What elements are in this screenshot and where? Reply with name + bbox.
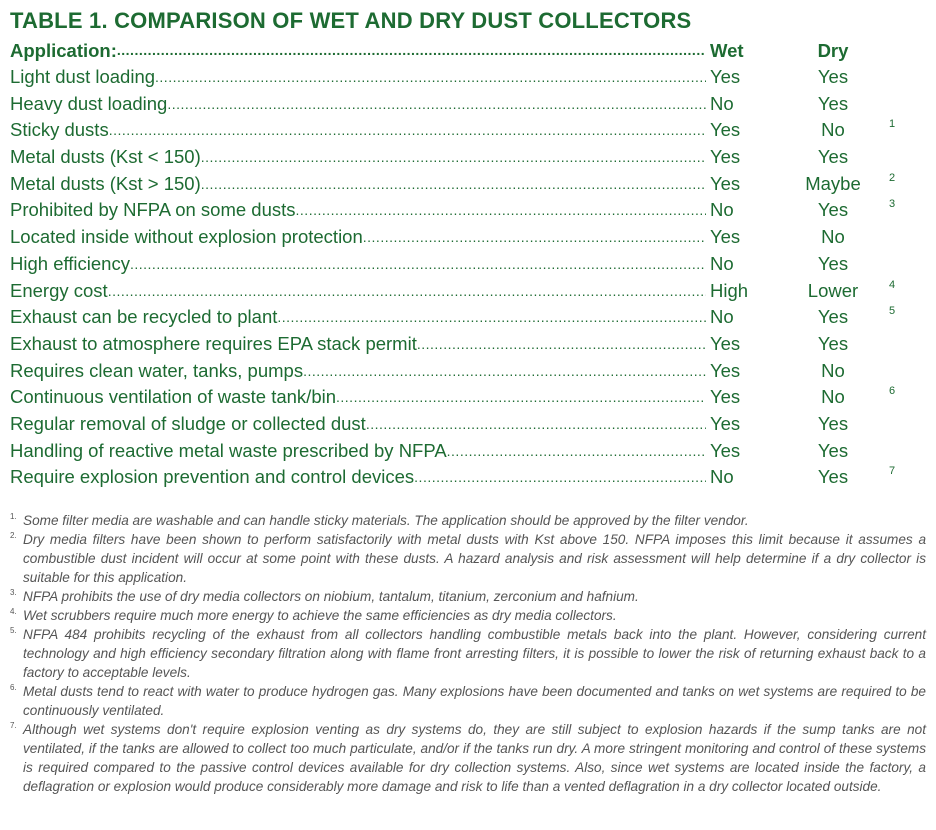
table-row — [10, 304, 930, 331]
wet-value: High — [710, 279, 749, 301]
header-application: Application: — [10, 40, 117, 61]
wet-value: Yes — [710, 359, 741, 381]
footnote-reference: 3 — [889, 198, 896, 211]
row-label: Regular removal of sludge or collected dust — [10, 412, 366, 434]
footnote-text: Some filter media are washable and can handle sticky materials. The application should be approved by the filter vendor. — [23, 513, 749, 528]
footnote-text: Dry media filters have been shown to perform satisfactorily with metal dusts with Kst above 150. NFPA imposes this limit because it assumes a combustible dust incident will occur at some point with these dusts. A hazard analysis and risk assessment will help determine if a dry collector is suitable for this application. — [23, 532, 926, 585]
footnote-reference: 6 — [889, 385, 896, 398]
dot-leader — [336, 384, 706, 411]
footnote — [10, 530, 926, 587]
row-label: Heavy dust loading — [10, 92, 168, 114]
row-label: Metal dusts (Kst < 150) — [10, 146, 201, 168]
dot-leader — [414, 464, 706, 491]
dot-leader — [296, 197, 706, 224]
wet-value: No — [710, 466, 734, 488]
row-label: Require explosion prevention and control devices — [10, 466, 415, 488]
dot-leader — [108, 278, 706, 305]
row-label: Located inside without explosion protection — [10, 226, 363, 248]
footnote — [10, 511, 926, 530]
dry-value: Yes — [817, 146, 849, 168]
table-row — [10, 358, 930, 385]
footnote — [10, 606, 926, 625]
wet-value: No — [710, 252, 734, 274]
row-label: Sticky dusts — [10, 119, 109, 141]
footnote — [10, 625, 926, 682]
wet-value: Yes — [710, 412, 741, 434]
table-header-row — [10, 37, 930, 64]
table-row — [10, 117, 930, 144]
dot-leader — [109, 117, 706, 144]
wet-value: No — [710, 92, 734, 114]
footnote-number: 5. — [10, 626, 17, 635]
dot-leader — [130, 251, 706, 278]
wet-value: Yes — [710, 386, 741, 408]
dry-value: Lower — [807, 279, 859, 301]
dry-value: Yes — [817, 466, 849, 488]
table-row — [10, 464, 930, 491]
table-row — [10, 91, 930, 118]
dry-value: Maybe — [805, 172, 861, 194]
footnote-number: 7. — [10, 721, 17, 730]
row-label: Exhaust to atmosphere requires EPA stack permit — [10, 332, 417, 354]
dot-leader — [303, 358, 706, 385]
footnote-number: 1. — [10, 512, 17, 521]
dry-value: Yes — [817, 306, 849, 328]
table-row — [10, 224, 930, 251]
row-label: Light dust loading — [10, 66, 156, 87]
footnote-text: NFPA 484 prohibits recycling of the exhaust from all collectors handling combustible metals back into the plant. However, considering current technology and high efficiency secondary filtration along with flame front arresting filters, it is possible to lower the risk of returning exhaust back to a factory to acceptable levels. — [23, 627, 926, 680]
table-row — [10, 197, 930, 224]
dot-leader — [366, 411, 706, 438]
wet-value: Yes — [710, 332, 741, 354]
comparison-table — [10, 37, 930, 491]
row-label: Continuous ventilation of waste tank/bin — [10, 386, 337, 408]
row-label: High efficiency — [10, 252, 130, 274]
wet-value: Yes — [710, 66, 741, 87]
dry-value: Yes — [817, 412, 849, 434]
dry-value: No — [821, 386, 845, 408]
row-label: Handling of reactive metal waste prescribed by NFPA — [10, 439, 447, 461]
table-row — [10, 144, 930, 171]
row-label: Requires clean water, tanks, pumps — [10, 359, 304, 381]
footnote-reference: 4 — [889, 278, 896, 291]
table-row — [10, 331, 930, 358]
dot-leader — [201, 144, 706, 171]
wet-value: Yes — [710, 119, 741, 141]
footnote-reference: 5 — [889, 305, 896, 318]
table-row — [10, 411, 930, 438]
dry-value: No — [821, 226, 845, 248]
dry-value: Yes — [817, 199, 849, 221]
footnote-reference: 1 — [889, 118, 896, 131]
footnote-text: NFPA prohibits the use of dry media collectors on niobium, tantalum, titanium, zerconium and hafnium. — [23, 589, 639, 604]
table-title: TABLE 1. COMPARISON OF WET AND DRY DUST COLLECTORS — [10, 8, 692, 33]
dry-value: Yes — [817, 92, 849, 114]
dot-leader — [167, 91, 706, 118]
wet-value: No — [710, 306, 734, 328]
table-row — [10, 438, 930, 465]
wet-value: No — [710, 199, 734, 221]
table-row — [10, 171, 930, 198]
footnote-text: Metal dusts tend to react with water to produce hydrogen gas. Many explosions have been documented and tanks on wet systems are required to be continuously ventilated. — [23, 684, 926, 718]
footnote-text: Although wet systems don't require explosion venting as dry systems do, they are still subject to explosion hazards if the sump tanks are not ventilated, if the tanks are allowed to collect too much particulate, and/or if the tanks run dry. A more stringent monitoring and control of these systems is required compared to the passive control devices available for dry collection systems. Also, since wet systems are located inside the factory, a deflagration or explosion would produce considerably more damage and risk to life than a vented deflagration in a dry collector located outside. — [23, 722, 926, 794]
table-row — [10, 251, 930, 278]
dry-value: Yes — [817, 252, 849, 274]
footnote-reference: 7 — [889, 465, 896, 478]
dry-value: No — [821, 119, 845, 141]
header-wet: Wet — [710, 40, 744, 61]
table-row — [10, 384, 930, 411]
dry-value: No — [821, 359, 845, 381]
dry-value: Yes — [817, 66, 849, 87]
footnote-number: 4. — [10, 607, 17, 616]
header-dry: Dry — [817, 40, 849, 61]
dry-value: Yes — [817, 332, 849, 354]
row-label: Metal dusts (Kst > 150) — [10, 172, 201, 194]
footnote — [10, 720, 926, 796]
footnotes — [10, 511, 926, 796]
wet-value: Yes — [710, 439, 741, 461]
row-label: Prohibited by NFPA on some dusts — [10, 199, 296, 221]
dot-leader — [117, 37, 706, 64]
footnote-number: 6. — [10, 683, 17, 692]
footnote — [10, 587, 926, 606]
footnote-number: 2. — [10, 531, 17, 540]
table-body — [10, 64, 930, 491]
dot-leader — [417, 331, 706, 358]
dot-leader — [155, 64, 706, 91]
dry-value: Yes — [817, 439, 849, 461]
footnote-text: Wet scrubbers require much more energy to achieve the same efficiencies as dry media collectors. — [23, 608, 617, 623]
dot-leader — [363, 224, 706, 251]
dot-leader — [447, 438, 706, 465]
wet-value: Yes — [710, 226, 741, 248]
table-row — [10, 278, 930, 305]
footnote — [10, 682, 926, 720]
row-label: Energy cost — [10, 279, 108, 301]
footnote-number: 3. — [10, 588, 17, 597]
wet-value: Yes — [710, 172, 741, 194]
table-row — [10, 64, 930, 91]
wet-value: Yes — [710, 146, 741, 168]
dot-leader — [277, 304, 706, 331]
footnote-reference: 2 — [889, 171, 896, 184]
row-label: Exhaust can be recycled to plant — [10, 306, 278, 328]
dot-leader — [201, 171, 706, 198]
